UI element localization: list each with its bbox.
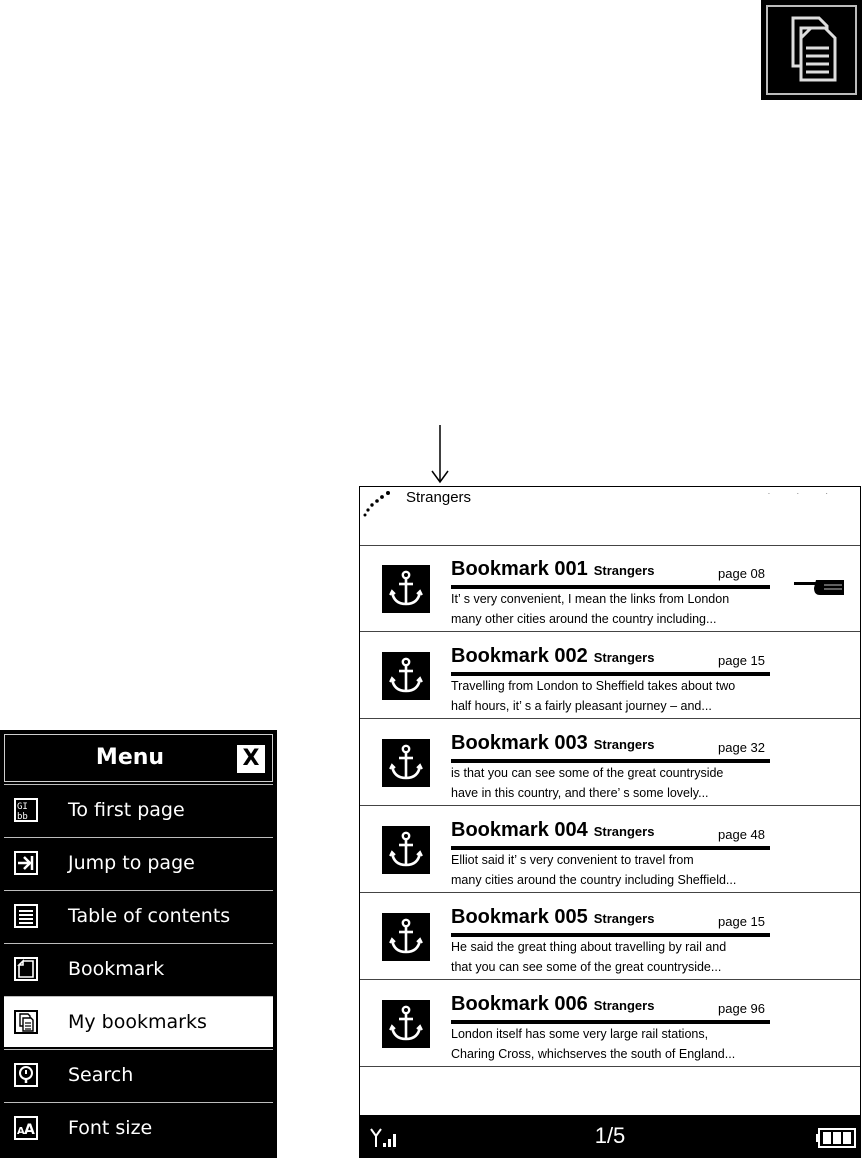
toc-icon bbox=[14, 904, 38, 928]
bookmark-divider bbox=[451, 585, 770, 589]
font-size-icon bbox=[14, 1116, 38, 1140]
anchor-icon bbox=[382, 1000, 430, 1048]
anchor-icon bbox=[382, 739, 430, 787]
bookmark-book: Strangers bbox=[593, 563, 655, 578]
pointing-hand-icon bbox=[794, 576, 846, 598]
menu-item-label: Font size bbox=[68, 1117, 153, 1139]
bookmark-title: Bookmark 003 Strangers bbox=[451, 732, 655, 754]
bookmark-row-004[interactable] bbox=[360, 807, 860, 893]
screen-header bbox=[360, 487, 860, 546]
bookmark-page: page 96 bbox=[718, 1001, 765, 1016]
menu-item-bookmark[interactable] bbox=[4, 943, 273, 994]
device-screen bbox=[359, 486, 861, 1158]
menu-item-label: Table of contents bbox=[68, 905, 231, 927]
menu-item-table-of-contents[interactable] bbox=[4, 890, 273, 941]
bookmark-excerpt-line2: many other cities around the country including... bbox=[451, 612, 717, 626]
bookmark-page: page 08 bbox=[718, 566, 765, 581]
status-bar bbox=[360, 1115, 860, 1158]
menu-item-label: Bookmark bbox=[68, 958, 165, 980]
bookmark-page: page 15 bbox=[718, 653, 765, 668]
menu-item-search[interactable] bbox=[4, 1049, 273, 1100]
bookmark-title: Bookmark 001 Strangers bbox=[451, 558, 655, 580]
anchor-icon bbox=[382, 826, 430, 874]
bookmark-row-002[interactable] bbox=[360, 633, 860, 719]
bookmark-title: Bookmark 002 Strangers bbox=[451, 645, 655, 667]
menu-item-label: To first page bbox=[68, 799, 185, 821]
menu-item-my-bookmarks[interactable] bbox=[4, 996, 273, 1047]
bookmark-book: Strangers bbox=[593, 650, 655, 665]
menu-item-font-size[interactable] bbox=[4, 1102, 273, 1153]
bookmark-title: Bookmark 005 Strangers bbox=[451, 906, 655, 928]
bookmark-book: Strangers bbox=[593, 737, 655, 752]
my-bookmarks-icon bbox=[14, 1010, 38, 1034]
svg-text:A: A bbox=[17, 1126, 25, 1137]
book-title: Strangers bbox=[406, 489, 472, 506]
bookmark-title: Bookmark 004 Strangers bbox=[451, 819, 655, 841]
bookmark-book: Strangers bbox=[593, 824, 655, 839]
bookmark-excerpt-line2: Charing Cross, whichserves the south of England... bbox=[451, 1047, 736, 1061]
jump-page-icon bbox=[14, 851, 38, 875]
bookmark-excerpt-line2: half hours, it’ s a fairly pleasant journey – and... bbox=[451, 699, 712, 713]
bookmark-excerpt-line2: many cities around the country including Sheffield... bbox=[451, 873, 737, 887]
bookmark-excerpt-line1: It’ s very convenient, I mean the links from London bbox=[451, 592, 730, 606]
anchor-icon bbox=[382, 652, 430, 700]
battery-icon bbox=[816, 1127, 856, 1149]
menu-item-jump-to-page[interactable] bbox=[4, 837, 273, 888]
bookmark-row-006[interactable] bbox=[360, 981, 860, 1067]
bookmark-row-003[interactable] bbox=[360, 720, 860, 806]
bookmark-row-001[interactable] bbox=[360, 546, 860, 632]
bookmark-divider bbox=[451, 672, 770, 676]
menu-title: Menu bbox=[95, 745, 165, 770]
bookmark-row-005[interactable] bbox=[360, 894, 860, 980]
status-dots: · · · bbox=[767, 489, 840, 498]
bookmark-divider bbox=[451, 933, 770, 937]
anchor-icon bbox=[382, 913, 430, 961]
bookmark-divider bbox=[451, 759, 770, 763]
menu-item-label: Jump to page bbox=[68, 852, 195, 874]
menu-item-to-first-page[interactable] bbox=[4, 784, 273, 835]
menu-close-button[interactable]: X bbox=[237, 745, 265, 773]
bookmark-excerpt-line1: Elliot said it’ s very convenient to travel from bbox=[451, 853, 694, 867]
bookmark-page: page 48 bbox=[718, 827, 765, 842]
search-icon bbox=[14, 1063, 38, 1087]
bookmark-book: Strangers bbox=[593, 998, 655, 1013]
bookmark-excerpt-line2: that you can see some of the great countryside... bbox=[451, 960, 722, 974]
loading-dots-icon bbox=[362, 489, 392, 519]
bookmark-excerpt-line1: is that you can see some of the great countryside bbox=[451, 766, 724, 780]
bookmark-divider bbox=[451, 846, 770, 850]
bookmark-excerpt-line1: He said the great thing about travelling by rail and bbox=[451, 940, 727, 954]
bookmark-title: Bookmark 006 Strangers bbox=[451, 993, 655, 1015]
bookmark-excerpt-line1: London itself has some very large rail stations, bbox=[451, 1027, 709, 1041]
my-bookmarks-icon bbox=[761, 0, 862, 100]
menu-item-label: My bookmarks bbox=[68, 1011, 207, 1033]
anchor-icon bbox=[382, 565, 430, 613]
first-page-icon bbox=[14, 798, 38, 822]
svg-text:bb: bb bbox=[17, 812, 28, 822]
down-arrow-icon bbox=[428, 425, 452, 485]
bookmark-icon bbox=[14, 957, 38, 981]
bookmark-excerpt-line1: Travelling from London to Sheffield takes about two bbox=[451, 679, 736, 693]
menu-panel bbox=[0, 730, 277, 1158]
bookmark-excerpt-line2: have in this country, and there’ s some lovely... bbox=[451, 786, 709, 800]
bookmark-book: Strangers bbox=[593, 911, 655, 926]
bookmark-divider bbox=[451, 1020, 770, 1024]
svg-text:GI: GI bbox=[17, 802, 28, 812]
menu-header bbox=[4, 734, 273, 782]
page-indicator: 1/5 bbox=[594, 1123, 626, 1148]
bookmark-page: page 15 bbox=[718, 914, 765, 929]
bookmark-page: page 32 bbox=[718, 740, 765, 755]
menu-item-label: Search bbox=[68, 1064, 134, 1086]
svg-text:A: A bbox=[24, 1122, 35, 1138]
